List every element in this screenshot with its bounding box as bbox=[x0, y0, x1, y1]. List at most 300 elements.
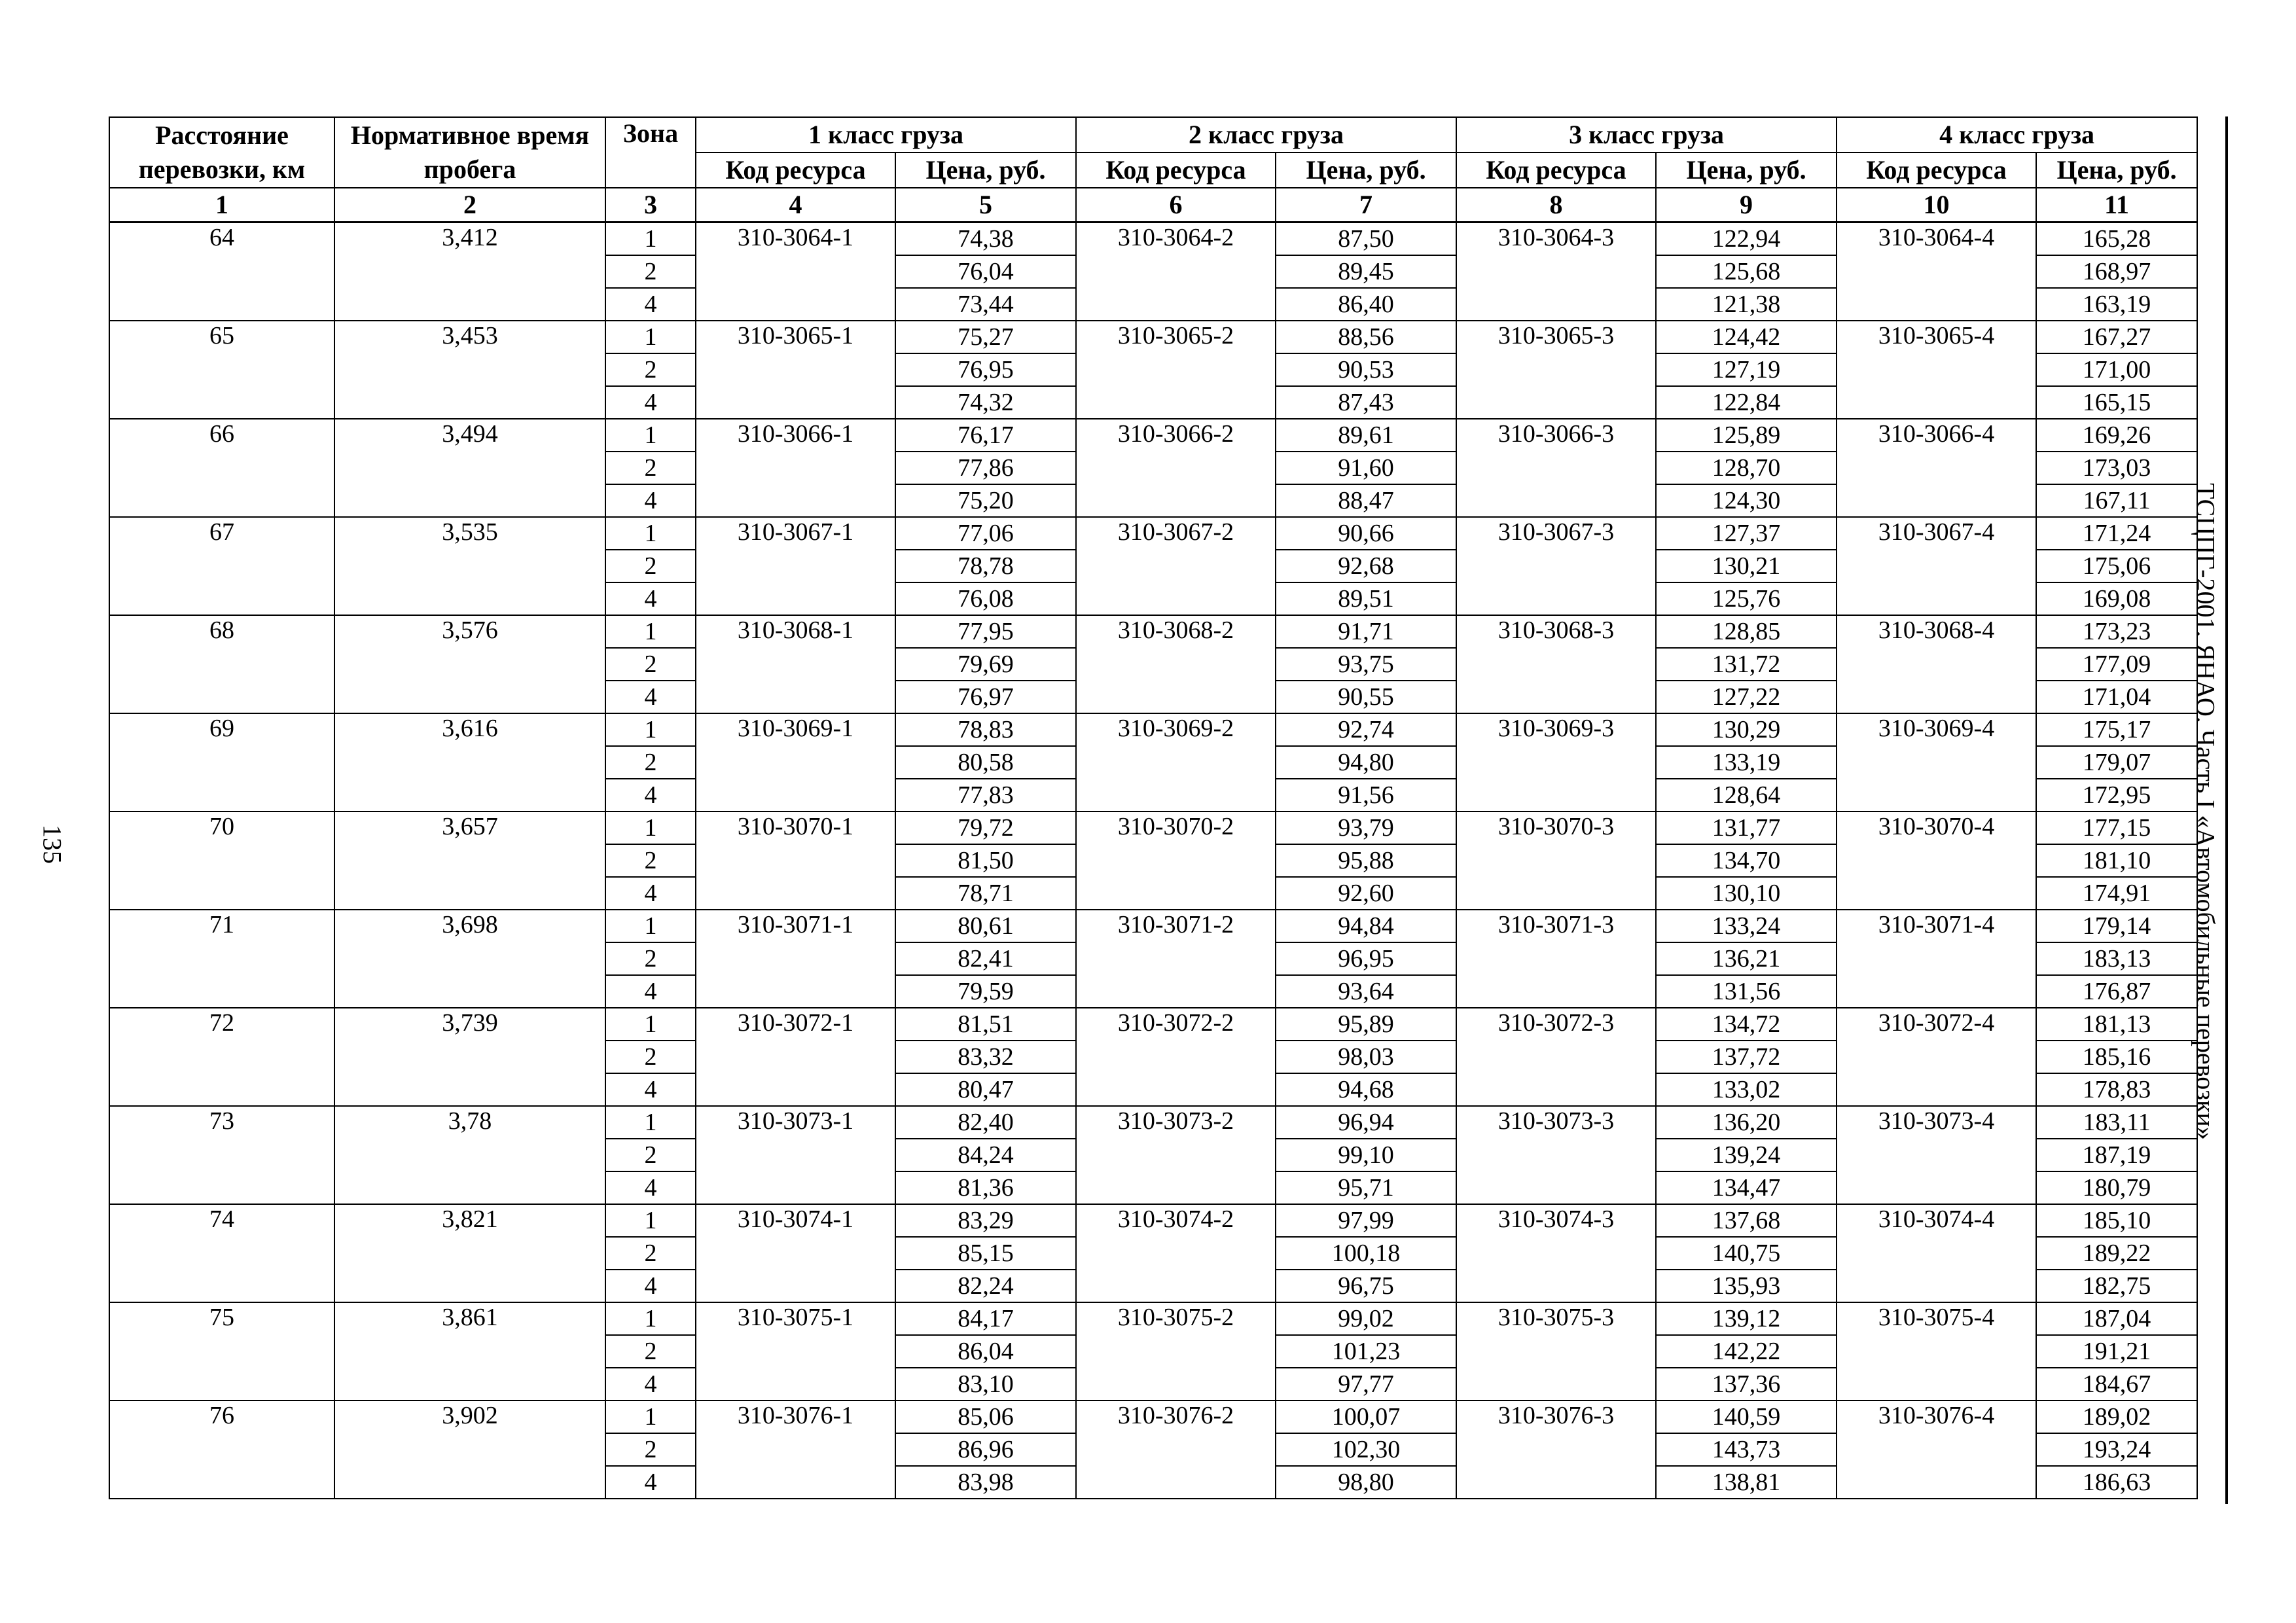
header-price: Цена, руб. bbox=[895, 152, 1076, 188]
distance-cell: 68 bbox=[109, 615, 334, 713]
price-cell: 136,20 bbox=[1656, 1106, 1837, 1139]
zone-cell: 2 bbox=[605, 1335, 696, 1368]
price-cell: 87,43 bbox=[1276, 386, 1456, 419]
price-cell: 97,99 bbox=[1276, 1204, 1456, 1237]
resource-code-cell: 310-3070-3 bbox=[1456, 812, 1656, 910]
price-cell: 74,38 bbox=[895, 223, 1076, 256]
price-cell: 187,04 bbox=[2036, 1302, 2197, 1335]
price-cell: 173,23 bbox=[2036, 615, 2197, 648]
zone-cell: 1 bbox=[605, 1008, 696, 1041]
header-distance: Расстояние перевозки, км bbox=[109, 117, 334, 188]
price-cell: 137,68 bbox=[1656, 1204, 1837, 1237]
price-cell: 177,15 bbox=[2036, 812, 2197, 844]
resource-code-cell: 310-3069-3 bbox=[1456, 713, 1656, 812]
price-cell: 76,97 bbox=[895, 681, 1076, 713]
zone-cell: 1 bbox=[605, 1400, 696, 1433]
price-cell: 179,14 bbox=[2036, 910, 2197, 942]
price-cell: 89,45 bbox=[1276, 255, 1456, 288]
resource-code-cell: 310-3064-3 bbox=[1456, 223, 1656, 321]
zone-cell: 4 bbox=[605, 288, 696, 321]
resource-code-cell: 310-3075-1 bbox=[696, 1302, 895, 1400]
price-cell: 124,42 bbox=[1656, 321, 1837, 353]
price-cell: 98,80 bbox=[1276, 1466, 1456, 1499]
price-cell: 76,08 bbox=[895, 582, 1076, 615]
header-price: Цена, руб. bbox=[1276, 152, 1456, 188]
price-cell: 181,13 bbox=[2036, 1008, 2197, 1041]
resource-code-cell: 310-3065-1 bbox=[696, 321, 895, 419]
resource-code-cell: 310-3076-1 bbox=[696, 1400, 895, 1499]
price-cell: 143,73 bbox=[1656, 1433, 1837, 1466]
price-cell: 83,32 bbox=[895, 1041, 1076, 1073]
resource-code-cell: 310-3071-1 bbox=[696, 910, 895, 1008]
price-cell: 131,56 bbox=[1656, 975, 1837, 1008]
price-cell: 100,18 bbox=[1276, 1237, 1456, 1270]
price-cell: 77,83 bbox=[895, 779, 1076, 812]
price-cell: 88,47 bbox=[1276, 484, 1456, 517]
price-cell: 89,61 bbox=[1276, 419, 1456, 452]
right-border-line bbox=[2225, 116, 2228, 1504]
price-cell: 86,40 bbox=[1276, 288, 1456, 321]
zone-cell: 2 bbox=[605, 1433, 696, 1466]
price-cell: 83,29 bbox=[895, 1204, 1076, 1237]
header-code: Код ресурса bbox=[1076, 152, 1276, 188]
price-cell: 175,06 bbox=[2036, 550, 2197, 582]
header-time: Нормативное время пробега bbox=[334, 117, 605, 188]
price-cell: 75,20 bbox=[895, 484, 1076, 517]
resource-code-cell: 310-3074-1 bbox=[696, 1204, 895, 1302]
price-cell: 92,60 bbox=[1276, 877, 1456, 910]
resource-code-cell: 310-3075-2 bbox=[1076, 1302, 1276, 1400]
zone-cell: 4 bbox=[605, 1270, 696, 1302]
price-cell: 125,68 bbox=[1656, 255, 1837, 288]
resource-code-cell: 310-3072-4 bbox=[1837, 1008, 2036, 1106]
distance-cell: 71 bbox=[109, 910, 334, 1008]
resource-code-cell: 310-3075-4 bbox=[1837, 1302, 2036, 1400]
resource-code-cell: 310-3065-3 bbox=[1456, 321, 1656, 419]
distance-cell: 64 bbox=[109, 223, 334, 321]
resource-code-cell: 310-3067-3 bbox=[1456, 517, 1656, 615]
header-price: Цена, руб. bbox=[2036, 152, 2197, 188]
price-cell: 93,79 bbox=[1276, 812, 1456, 844]
distance-cell: 67 bbox=[109, 517, 334, 615]
price-cell: 76,95 bbox=[895, 353, 1076, 386]
price-cell: 86,96 bbox=[895, 1433, 1076, 1466]
distance-cell: 74 bbox=[109, 1204, 334, 1302]
resource-code-cell: 310-3073-2 bbox=[1076, 1106, 1276, 1204]
price-cell: 168,97 bbox=[2036, 255, 2197, 288]
price-cell: 186,63 bbox=[2036, 1466, 2197, 1499]
column-number: 5 bbox=[895, 188, 1076, 223]
price-cell: 98,03 bbox=[1276, 1041, 1456, 1073]
table-row bbox=[109, 321, 2197, 353]
price-cell: 163,19 bbox=[2036, 288, 2197, 321]
price-cell: 130,21 bbox=[1656, 550, 1837, 582]
resource-code-cell: 310-3069-1 bbox=[696, 713, 895, 812]
distance-cell: 73 bbox=[109, 1106, 334, 1204]
price-cell: 96,95 bbox=[1276, 942, 1456, 975]
header-class-1: 1 класс груза bbox=[696, 117, 1076, 152]
zone-cell: 1 bbox=[605, 713, 696, 746]
page-number: 135 bbox=[37, 825, 67, 864]
zone-cell: 4 bbox=[605, 386, 696, 419]
time-cell: 3,576 bbox=[334, 615, 605, 713]
price-cell: 96,94 bbox=[1276, 1106, 1456, 1139]
price-cell: 82,40 bbox=[895, 1106, 1076, 1139]
resource-code-cell: 310-3073-3 bbox=[1456, 1106, 1656, 1204]
price-cell: 83,98 bbox=[895, 1466, 1076, 1499]
price-cell: 139,12 bbox=[1656, 1302, 1837, 1335]
price-cell: 102,30 bbox=[1276, 1433, 1456, 1466]
price-cell: 179,07 bbox=[2036, 746, 2197, 779]
price-cell: 175,17 bbox=[2036, 713, 2197, 746]
column-number: 2 bbox=[334, 188, 605, 223]
price-cell: 183,11 bbox=[2036, 1106, 2197, 1139]
price-cell: 127,37 bbox=[1656, 517, 1837, 550]
price-cell: 185,10 bbox=[2036, 1204, 2197, 1237]
resource-code-cell: 310-3066-2 bbox=[1076, 419, 1276, 517]
price-cell: 124,30 bbox=[1656, 484, 1837, 517]
price-cell: 133,24 bbox=[1656, 910, 1837, 942]
time-cell: 3,453 bbox=[334, 321, 605, 419]
price-cell: 136,21 bbox=[1656, 942, 1837, 975]
time-cell: 3,861 bbox=[334, 1302, 605, 1400]
price-cell: 135,93 bbox=[1656, 1270, 1837, 1302]
distance-cell: 72 bbox=[109, 1008, 334, 1106]
zone-cell: 2 bbox=[605, 648, 696, 681]
zone-cell: 1 bbox=[605, 223, 696, 256]
price-cell: 101,23 bbox=[1276, 1335, 1456, 1368]
price-cell: 92,68 bbox=[1276, 550, 1456, 582]
column-number: 10 bbox=[1837, 188, 2036, 223]
resource-code-cell: 310-3071-4 bbox=[1837, 910, 2036, 1008]
price-cell: 90,66 bbox=[1276, 517, 1456, 550]
price-cell: 169,08 bbox=[2036, 582, 2197, 615]
time-cell: 3,657 bbox=[334, 812, 605, 910]
price-cell: 90,53 bbox=[1276, 353, 1456, 386]
price-cell: 95,88 bbox=[1276, 844, 1456, 877]
price-cell: 171,24 bbox=[2036, 517, 2197, 550]
column-number: 8 bbox=[1456, 188, 1656, 223]
side-title: ТСЦПГ-2001. ЯНАО. Часть I «Автомобильные перевозки» bbox=[2191, 483, 2221, 1140]
price-cell: 99,10 bbox=[1276, 1139, 1456, 1171]
price-cell: 77,06 bbox=[895, 517, 1076, 550]
resource-code-cell: 310-3068-3 bbox=[1456, 615, 1656, 713]
price-cell: 185,16 bbox=[2036, 1041, 2197, 1073]
price-cell: 173,03 bbox=[2036, 452, 2197, 484]
price-cell: 167,11 bbox=[2036, 484, 2197, 517]
price-cell: 142,22 bbox=[1656, 1335, 1837, 1368]
zone-cell: 1 bbox=[605, 812, 696, 844]
price-cell: 95,71 bbox=[1276, 1171, 1456, 1204]
header-class-3: 3 класс груза bbox=[1456, 117, 1837, 152]
zone-cell: 2 bbox=[605, 255, 696, 288]
header-code: Код ресурса bbox=[1837, 152, 2036, 188]
time-cell: 3,494 bbox=[334, 419, 605, 517]
zone-cell: 4 bbox=[605, 582, 696, 615]
resource-code-cell: 310-3065-4 bbox=[1837, 321, 2036, 419]
resource-code-cell: 310-3070-1 bbox=[696, 812, 895, 910]
price-cell: 131,77 bbox=[1656, 812, 1837, 844]
table-row bbox=[109, 1400, 2197, 1433]
column-number: 1 bbox=[109, 188, 334, 223]
price-cell: 187,19 bbox=[2036, 1139, 2197, 1171]
header-class-2: 2 класс груза bbox=[1076, 117, 1456, 152]
price-cell: 174,91 bbox=[2036, 877, 2197, 910]
time-cell: 3,616 bbox=[334, 713, 605, 812]
resource-code-cell: 310-3070-2 bbox=[1076, 812, 1276, 910]
zone-cell: 4 bbox=[605, 681, 696, 713]
price-cell: 84,17 bbox=[895, 1302, 1076, 1335]
price-cell: 83,10 bbox=[895, 1368, 1076, 1400]
price-cell: 80,58 bbox=[895, 746, 1076, 779]
price-cell: 78,71 bbox=[895, 877, 1076, 910]
price-cell: 91,56 bbox=[1276, 779, 1456, 812]
resource-code-cell: 310-3073-4 bbox=[1837, 1106, 2036, 1204]
price-cell: 92,74 bbox=[1276, 713, 1456, 746]
table-row bbox=[109, 910, 2197, 942]
time-cell: 3,535 bbox=[334, 517, 605, 615]
price-cell: 125,89 bbox=[1656, 419, 1837, 452]
resource-code-cell: 310-3065-2 bbox=[1076, 321, 1276, 419]
resource-code-cell: 310-3069-2 bbox=[1076, 713, 1276, 812]
price-cell: 76,04 bbox=[895, 255, 1076, 288]
price-cell: 137,36 bbox=[1656, 1368, 1837, 1400]
resource-code-cell: 310-3072-1 bbox=[696, 1008, 895, 1106]
price-cell: 184,67 bbox=[2036, 1368, 2197, 1400]
price-cell: 172,95 bbox=[2036, 779, 2197, 812]
column-number: 7 bbox=[1276, 188, 1456, 223]
header-code: Код ресурса bbox=[1456, 152, 1656, 188]
zone-cell: 4 bbox=[605, 1171, 696, 1204]
resource-code-cell: 310-3068-1 bbox=[696, 615, 895, 713]
header-class-4: 4 класс груза bbox=[1837, 117, 2197, 152]
table-row bbox=[109, 419, 2197, 452]
price-cell: 78,83 bbox=[895, 713, 1076, 746]
zone-cell: 1 bbox=[605, 1302, 696, 1335]
table-body bbox=[109, 223, 2197, 1499]
price-cell: 77,95 bbox=[895, 615, 1076, 648]
zone-cell: 2 bbox=[605, 1139, 696, 1171]
zone-cell: 2 bbox=[605, 844, 696, 877]
column-number: 6 bbox=[1076, 188, 1276, 223]
column-number: 3 bbox=[605, 188, 696, 223]
price-cell: 76,17 bbox=[895, 419, 1076, 452]
column-number: 11 bbox=[2036, 188, 2197, 223]
zone-cell: 2 bbox=[605, 353, 696, 386]
price-cell: 131,72 bbox=[1656, 648, 1837, 681]
resource-code-cell: 310-3067-1 bbox=[696, 517, 895, 615]
resource-code-cell: 310-3066-4 bbox=[1837, 419, 2036, 517]
price-cell: 134,70 bbox=[1656, 844, 1837, 877]
resource-code-cell: 310-3069-4 bbox=[1837, 713, 2036, 812]
price-cell: 134,72 bbox=[1656, 1008, 1837, 1041]
table-row bbox=[109, 223, 2197, 256]
price-cell: 82,41 bbox=[895, 942, 1076, 975]
zone-cell: 4 bbox=[605, 1073, 696, 1106]
zone-cell: 2 bbox=[605, 1041, 696, 1073]
distance-cell: 76 bbox=[109, 1400, 334, 1499]
header-code: Код ресурса bbox=[696, 152, 895, 188]
price-cell: 95,89 bbox=[1276, 1008, 1456, 1041]
price-cell: 128,64 bbox=[1656, 779, 1837, 812]
price-cell: 90,55 bbox=[1276, 681, 1456, 713]
price-cell: 94,68 bbox=[1276, 1073, 1456, 1106]
zone-cell: 1 bbox=[605, 321, 696, 353]
table-row bbox=[109, 713, 2197, 746]
price-cell: 94,80 bbox=[1276, 746, 1456, 779]
time-cell: 3,739 bbox=[334, 1008, 605, 1106]
price-cell: 100,07 bbox=[1276, 1400, 1456, 1433]
resource-code-cell: 310-3068-4 bbox=[1837, 615, 2036, 713]
price-cell: 171,00 bbox=[2036, 353, 2197, 386]
price-cell: 78,78 bbox=[895, 550, 1076, 582]
resource-code-cell: 310-3064-2 bbox=[1076, 223, 1276, 321]
price-table bbox=[109, 116, 2198, 1499]
price-cell: 79,72 bbox=[895, 812, 1076, 844]
zone-cell: 2 bbox=[605, 1237, 696, 1270]
table-row bbox=[109, 517, 2197, 550]
resource-code-cell: 310-3076-4 bbox=[1837, 1400, 2036, 1499]
table-row bbox=[109, 1204, 2197, 1237]
time-cell: 3,821 bbox=[334, 1204, 605, 1302]
price-cell: 181,10 bbox=[2036, 844, 2197, 877]
price-cell: 91,60 bbox=[1276, 452, 1456, 484]
table-header bbox=[109, 117, 2197, 223]
resource-code-cell: 310-3071-3 bbox=[1456, 910, 1656, 1008]
price-cell: 183,13 bbox=[2036, 942, 2197, 975]
price-cell: 97,77 bbox=[1276, 1368, 1456, 1400]
zone-cell: 1 bbox=[605, 419, 696, 452]
price-cell: 193,24 bbox=[2036, 1433, 2197, 1466]
resource-code-cell: 310-3072-2 bbox=[1076, 1008, 1276, 1106]
resource-code-cell: 310-3075-3 bbox=[1456, 1302, 1656, 1400]
time-cell: 3,698 bbox=[334, 910, 605, 1008]
table-row bbox=[109, 615, 2197, 648]
price-cell: 94,84 bbox=[1276, 910, 1456, 942]
price-cell: 88,56 bbox=[1276, 321, 1456, 353]
price-cell: 85,06 bbox=[895, 1400, 1076, 1433]
zone-cell: 4 bbox=[605, 484, 696, 517]
distance-cell: 66 bbox=[109, 419, 334, 517]
column-number: 9 bbox=[1656, 188, 1837, 223]
zone-cell: 1 bbox=[605, 615, 696, 648]
zone-cell: 1 bbox=[605, 1204, 696, 1237]
resource-code-cell: 310-3076-3 bbox=[1456, 1400, 1656, 1499]
zone-cell: 2 bbox=[605, 746, 696, 779]
resource-code-cell: 310-3072-3 bbox=[1456, 1008, 1656, 1106]
price-cell: 167,27 bbox=[2036, 321, 2197, 353]
column-number: 4 bbox=[696, 188, 895, 223]
zone-cell: 2 bbox=[605, 550, 696, 582]
price-cell: 77,86 bbox=[895, 452, 1076, 484]
price-cell: 140,59 bbox=[1656, 1400, 1837, 1433]
zone-cell: 4 bbox=[605, 877, 696, 910]
price-cell: 80,47 bbox=[895, 1073, 1076, 1106]
price-cell: 138,81 bbox=[1656, 1466, 1837, 1499]
distance-cell: 69 bbox=[109, 713, 334, 812]
price-cell: 177,09 bbox=[2036, 648, 2197, 681]
price-cell: 180,79 bbox=[2036, 1171, 2197, 1204]
price-cell: 127,22 bbox=[1656, 681, 1837, 713]
table-row bbox=[109, 1008, 2197, 1041]
time-cell: 3,902 bbox=[334, 1400, 605, 1499]
price-cell: 122,94 bbox=[1656, 223, 1837, 256]
price-cell: 130,29 bbox=[1656, 713, 1837, 746]
price-cell: 133,19 bbox=[1656, 746, 1837, 779]
price-cell: 81,51 bbox=[895, 1008, 1076, 1041]
price-cell: 75,27 bbox=[895, 321, 1076, 353]
price-cell: 125,76 bbox=[1656, 582, 1837, 615]
price-cell: 139,24 bbox=[1656, 1139, 1837, 1171]
price-cell: 85,15 bbox=[895, 1237, 1076, 1270]
resource-code-cell: 310-3064-4 bbox=[1837, 223, 2036, 321]
price-cell: 137,72 bbox=[1656, 1041, 1837, 1073]
price-cell: 91,71 bbox=[1276, 615, 1456, 648]
resource-code-cell: 310-3066-3 bbox=[1456, 419, 1656, 517]
price-cell: 189,22 bbox=[2036, 1237, 2197, 1270]
zone-cell: 1 bbox=[605, 517, 696, 550]
price-cell: 133,02 bbox=[1656, 1073, 1837, 1106]
price-cell: 128,70 bbox=[1656, 452, 1837, 484]
price-cell: 182,75 bbox=[2036, 1270, 2197, 1302]
header-zone: Зона bbox=[605, 117, 696, 188]
table-row bbox=[109, 1106, 2197, 1139]
resource-code-cell: 310-3070-4 bbox=[1837, 812, 2036, 910]
price-cell: 96,75 bbox=[1276, 1270, 1456, 1302]
zone-cell: 4 bbox=[605, 1466, 696, 1499]
resource-code-cell: 310-3074-4 bbox=[1837, 1204, 2036, 1302]
price-cell: 86,04 bbox=[895, 1335, 1076, 1368]
price-cell: 79,69 bbox=[895, 648, 1076, 681]
time-cell: 3,412 bbox=[334, 223, 605, 321]
price-cell: 134,47 bbox=[1656, 1171, 1837, 1204]
resource-code-cell: 310-3064-1 bbox=[696, 223, 895, 321]
price-cell: 165,15 bbox=[2036, 386, 2197, 419]
table-row bbox=[109, 812, 2197, 844]
resource-code-cell: 310-3067-4 bbox=[1837, 517, 2036, 615]
zone-cell: 2 bbox=[605, 942, 696, 975]
price-cell: 122,84 bbox=[1656, 386, 1837, 419]
resource-code-cell: 310-3074-2 bbox=[1076, 1204, 1276, 1302]
zone-cell: 2 bbox=[605, 452, 696, 484]
price-cell: 171,04 bbox=[2036, 681, 2197, 713]
price-cell: 73,44 bbox=[895, 288, 1076, 321]
price-cell: 84,24 bbox=[895, 1139, 1076, 1171]
zone-cell: 4 bbox=[605, 779, 696, 812]
table-row bbox=[109, 1302, 2197, 1335]
resource-code-cell: 310-3071-2 bbox=[1076, 910, 1276, 1008]
price-cell: 74,32 bbox=[895, 386, 1076, 419]
price-cell: 128,85 bbox=[1656, 615, 1837, 648]
price-cell: 130,10 bbox=[1656, 877, 1837, 910]
distance-cell: 75 bbox=[109, 1302, 334, 1400]
price-cell: 80,61 bbox=[895, 910, 1076, 942]
distance-cell: 65 bbox=[109, 321, 334, 419]
distance-cell: 70 bbox=[109, 812, 334, 910]
price-cell: 176,87 bbox=[2036, 975, 2197, 1008]
price-cell: 127,19 bbox=[1656, 353, 1837, 386]
price-cell: 81,50 bbox=[895, 844, 1076, 877]
header-price: Цена, руб. bbox=[1656, 152, 1837, 188]
resource-code-cell: 310-3067-2 bbox=[1076, 517, 1276, 615]
price-cell: 169,26 bbox=[2036, 419, 2197, 452]
price-cell: 82,24 bbox=[895, 1270, 1076, 1302]
price-cell: 189,02 bbox=[2036, 1400, 2197, 1433]
column-numbers-row bbox=[109, 188, 2197, 223]
resource-code-cell: 310-3073-1 bbox=[696, 1106, 895, 1204]
zone-cell: 4 bbox=[605, 975, 696, 1008]
price-cell: 140,75 bbox=[1656, 1237, 1837, 1270]
